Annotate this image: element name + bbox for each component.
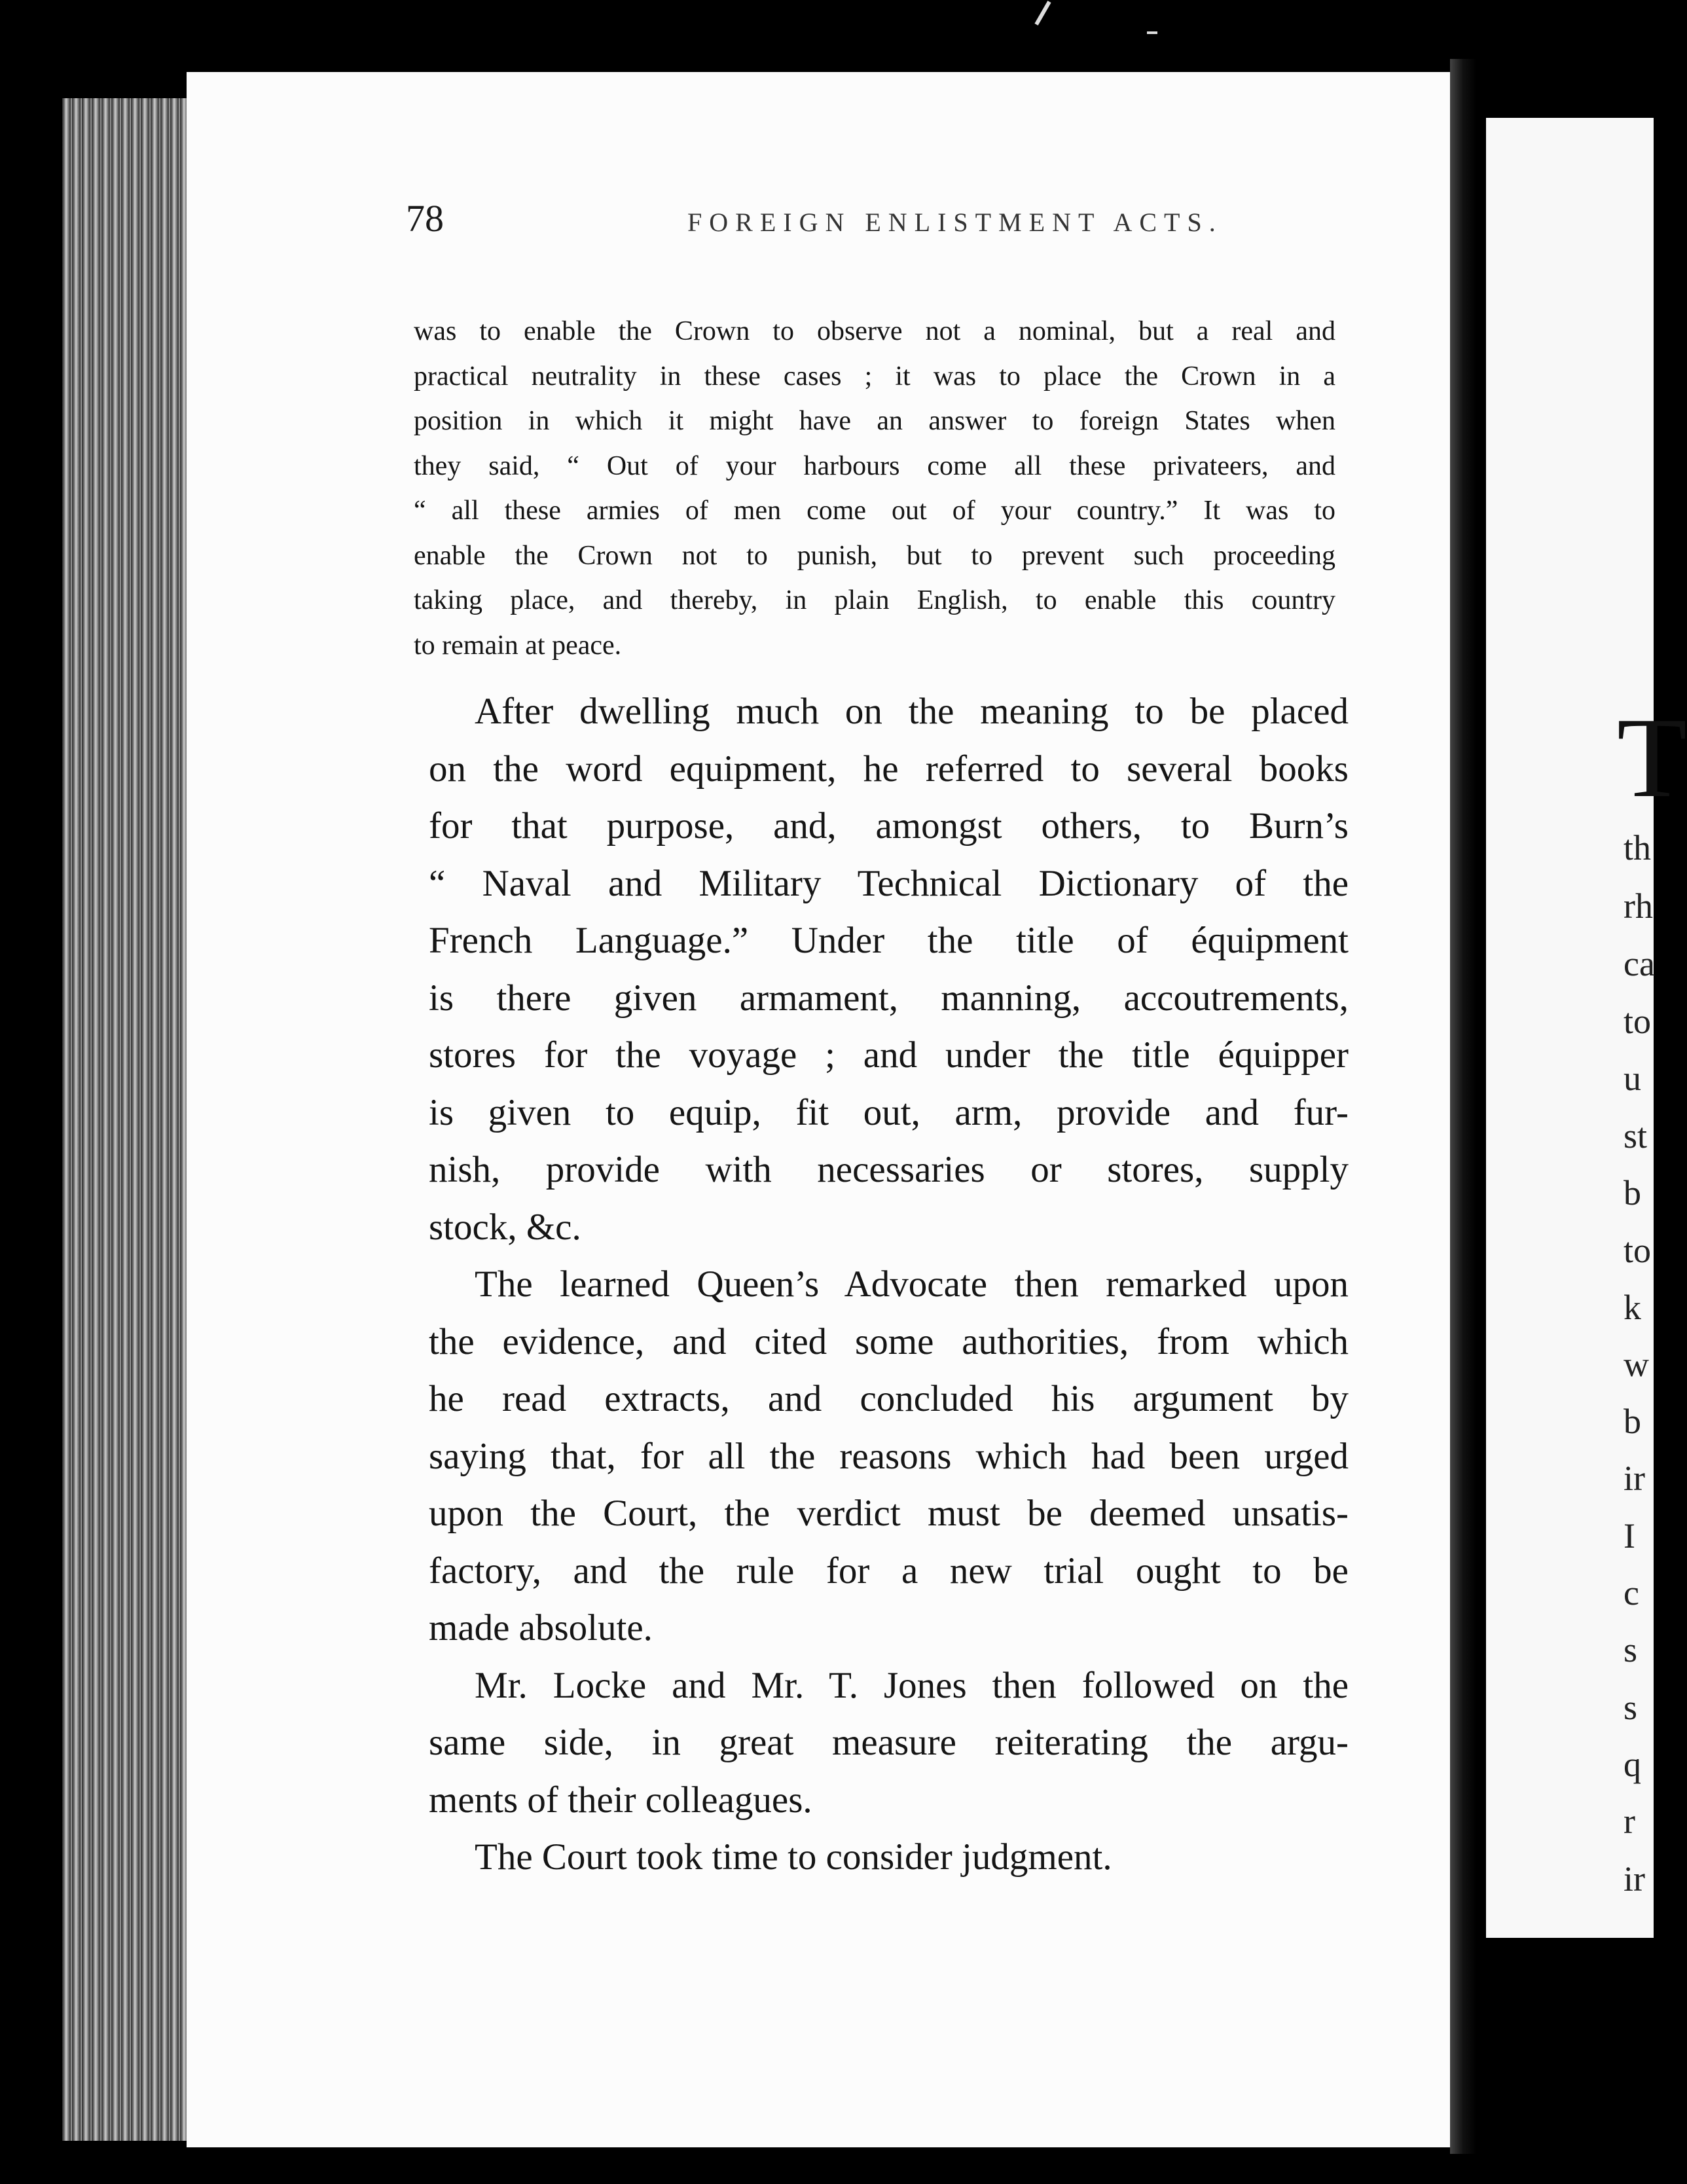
next-page-fragment: b	[1624, 1402, 1641, 1441]
next-page-fragment: rh	[1624, 886, 1653, 926]
next-page-fragment: r	[1624, 1802, 1635, 1841]
body-line: made absolute.	[429, 1607, 653, 1648]
next-page-fragment: I	[1624, 1516, 1635, 1556]
next-page-fragment: st	[1624, 1116, 1648, 1156]
body-line: ments of their colleagues.	[429, 1779, 812, 1821]
page-number: 78	[406, 197, 444, 240]
next-page-fragment: w	[1624, 1345, 1649, 1384]
next-page-fragment: b	[1624, 1173, 1641, 1212]
quote-line: enable the Crown not to punish, but to prevent such proceeding	[414, 540, 1335, 571]
quote-line: was to enable the Crown to observe not a nominal, but a real and	[414, 316, 1335, 346]
next-page-drop-cap: T	[1617, 694, 1687, 821]
body-line: stores for the voyage ; and under the title équipper	[429, 1034, 1349, 1076]
body-line: for that purpose, and, amongst others, to Burn’s	[429, 805, 1349, 846]
gutter-shadow	[1450, 59, 1476, 2154]
next-page-fragment: to	[1624, 1002, 1652, 1041]
running-head-title: FOREIGN ENLISTMENT ACTS.	[687, 208, 1223, 237]
quote-line: taking place, and thereby, in plain English, to enable this country	[414, 585, 1335, 615]
body-line: saying that, for all the reasons which had been urged	[429, 1435, 1349, 1477]
body-line: he read extracts, and concluded his argument by	[429, 1378, 1349, 1419]
quoted-paragraph	[414, 309, 1335, 668]
body-line: “ Naval and Military Technical Dictionary of the	[429, 862, 1349, 904]
body-text	[429, 683, 1349, 1886]
next-page-fragment: ir	[1624, 1859, 1645, 1899]
quote-line: position in which it might have an answer to foreign States when	[414, 406, 1335, 436]
quote-line: they said, “ Out of your harbours come all these privateers, and	[414, 450, 1335, 481]
body-line: on the word equipment, he referred to several books	[429, 748, 1349, 790]
scan-artifact	[1034, 1, 1051, 26]
next-page-fragment: s	[1624, 1630, 1638, 1669]
next-page-edge	[1486, 118, 1687, 1938]
next-page-fragment: k	[1624, 1288, 1641, 1327]
body-line: French Language.” Under the title of équipment	[429, 920, 1349, 961]
body-line: factory, and the rule for a new trial ought to be	[429, 1550, 1349, 1592]
body-line: nish, provide with necessaries or stores, supply	[429, 1149, 1349, 1190]
body-line: Mr. Locke and Mr. T. Jones then followed on the	[475, 1664, 1349, 1706]
next-page-fragment: u	[1624, 1059, 1641, 1098]
scan-artifact	[1147, 31, 1157, 34]
body-line: same side, in great measure reiterating the argu-	[429, 1722, 1349, 1763]
next-page-fragment: ir	[1624, 1459, 1645, 1498]
body-line: The learned Queen’s Advocate then remarked upon	[475, 1264, 1349, 1305]
body-line: is given to equip, fit out, arm, provide and fur-	[429, 1091, 1349, 1133]
next-page-fragment: ca	[1624, 944, 1655, 983]
body-line: upon the Court, the verdict must be deemed unsatis-	[429, 1493, 1349, 1534]
next-page-fragment: c	[1624, 1573, 1639, 1612]
next-page-fragment: to	[1624, 1231, 1652, 1270]
page-edges	[62, 98, 193, 2141]
quote-line: “ all these armies of men come out of your country.” It was to	[414, 496, 1335, 526]
running-head	[406, 196, 1388, 240]
next-page-fragment: q	[1624, 1745, 1641, 1784]
quote-line: practical neutrality in these cases ; it was to place the Crown in a	[414, 361, 1335, 391]
body-line: After dwelling much on the meaning to be placed	[475, 691, 1349, 732]
quote-line: to remain at peace.	[414, 630, 622, 661]
body-line: The Court took time to consider judgment.	[475, 1836, 1112, 1878]
body-line: is there given armament, manning, accoutrements,	[429, 977, 1349, 1019]
next-page-fragment: s	[1624, 1688, 1638, 1727]
body-line: stock, &c.	[429, 1206, 581, 1248]
body-line: the evidence, and cited some authorities, from which	[429, 1320, 1349, 1362]
next-page-fragment: th	[1624, 828, 1652, 867]
